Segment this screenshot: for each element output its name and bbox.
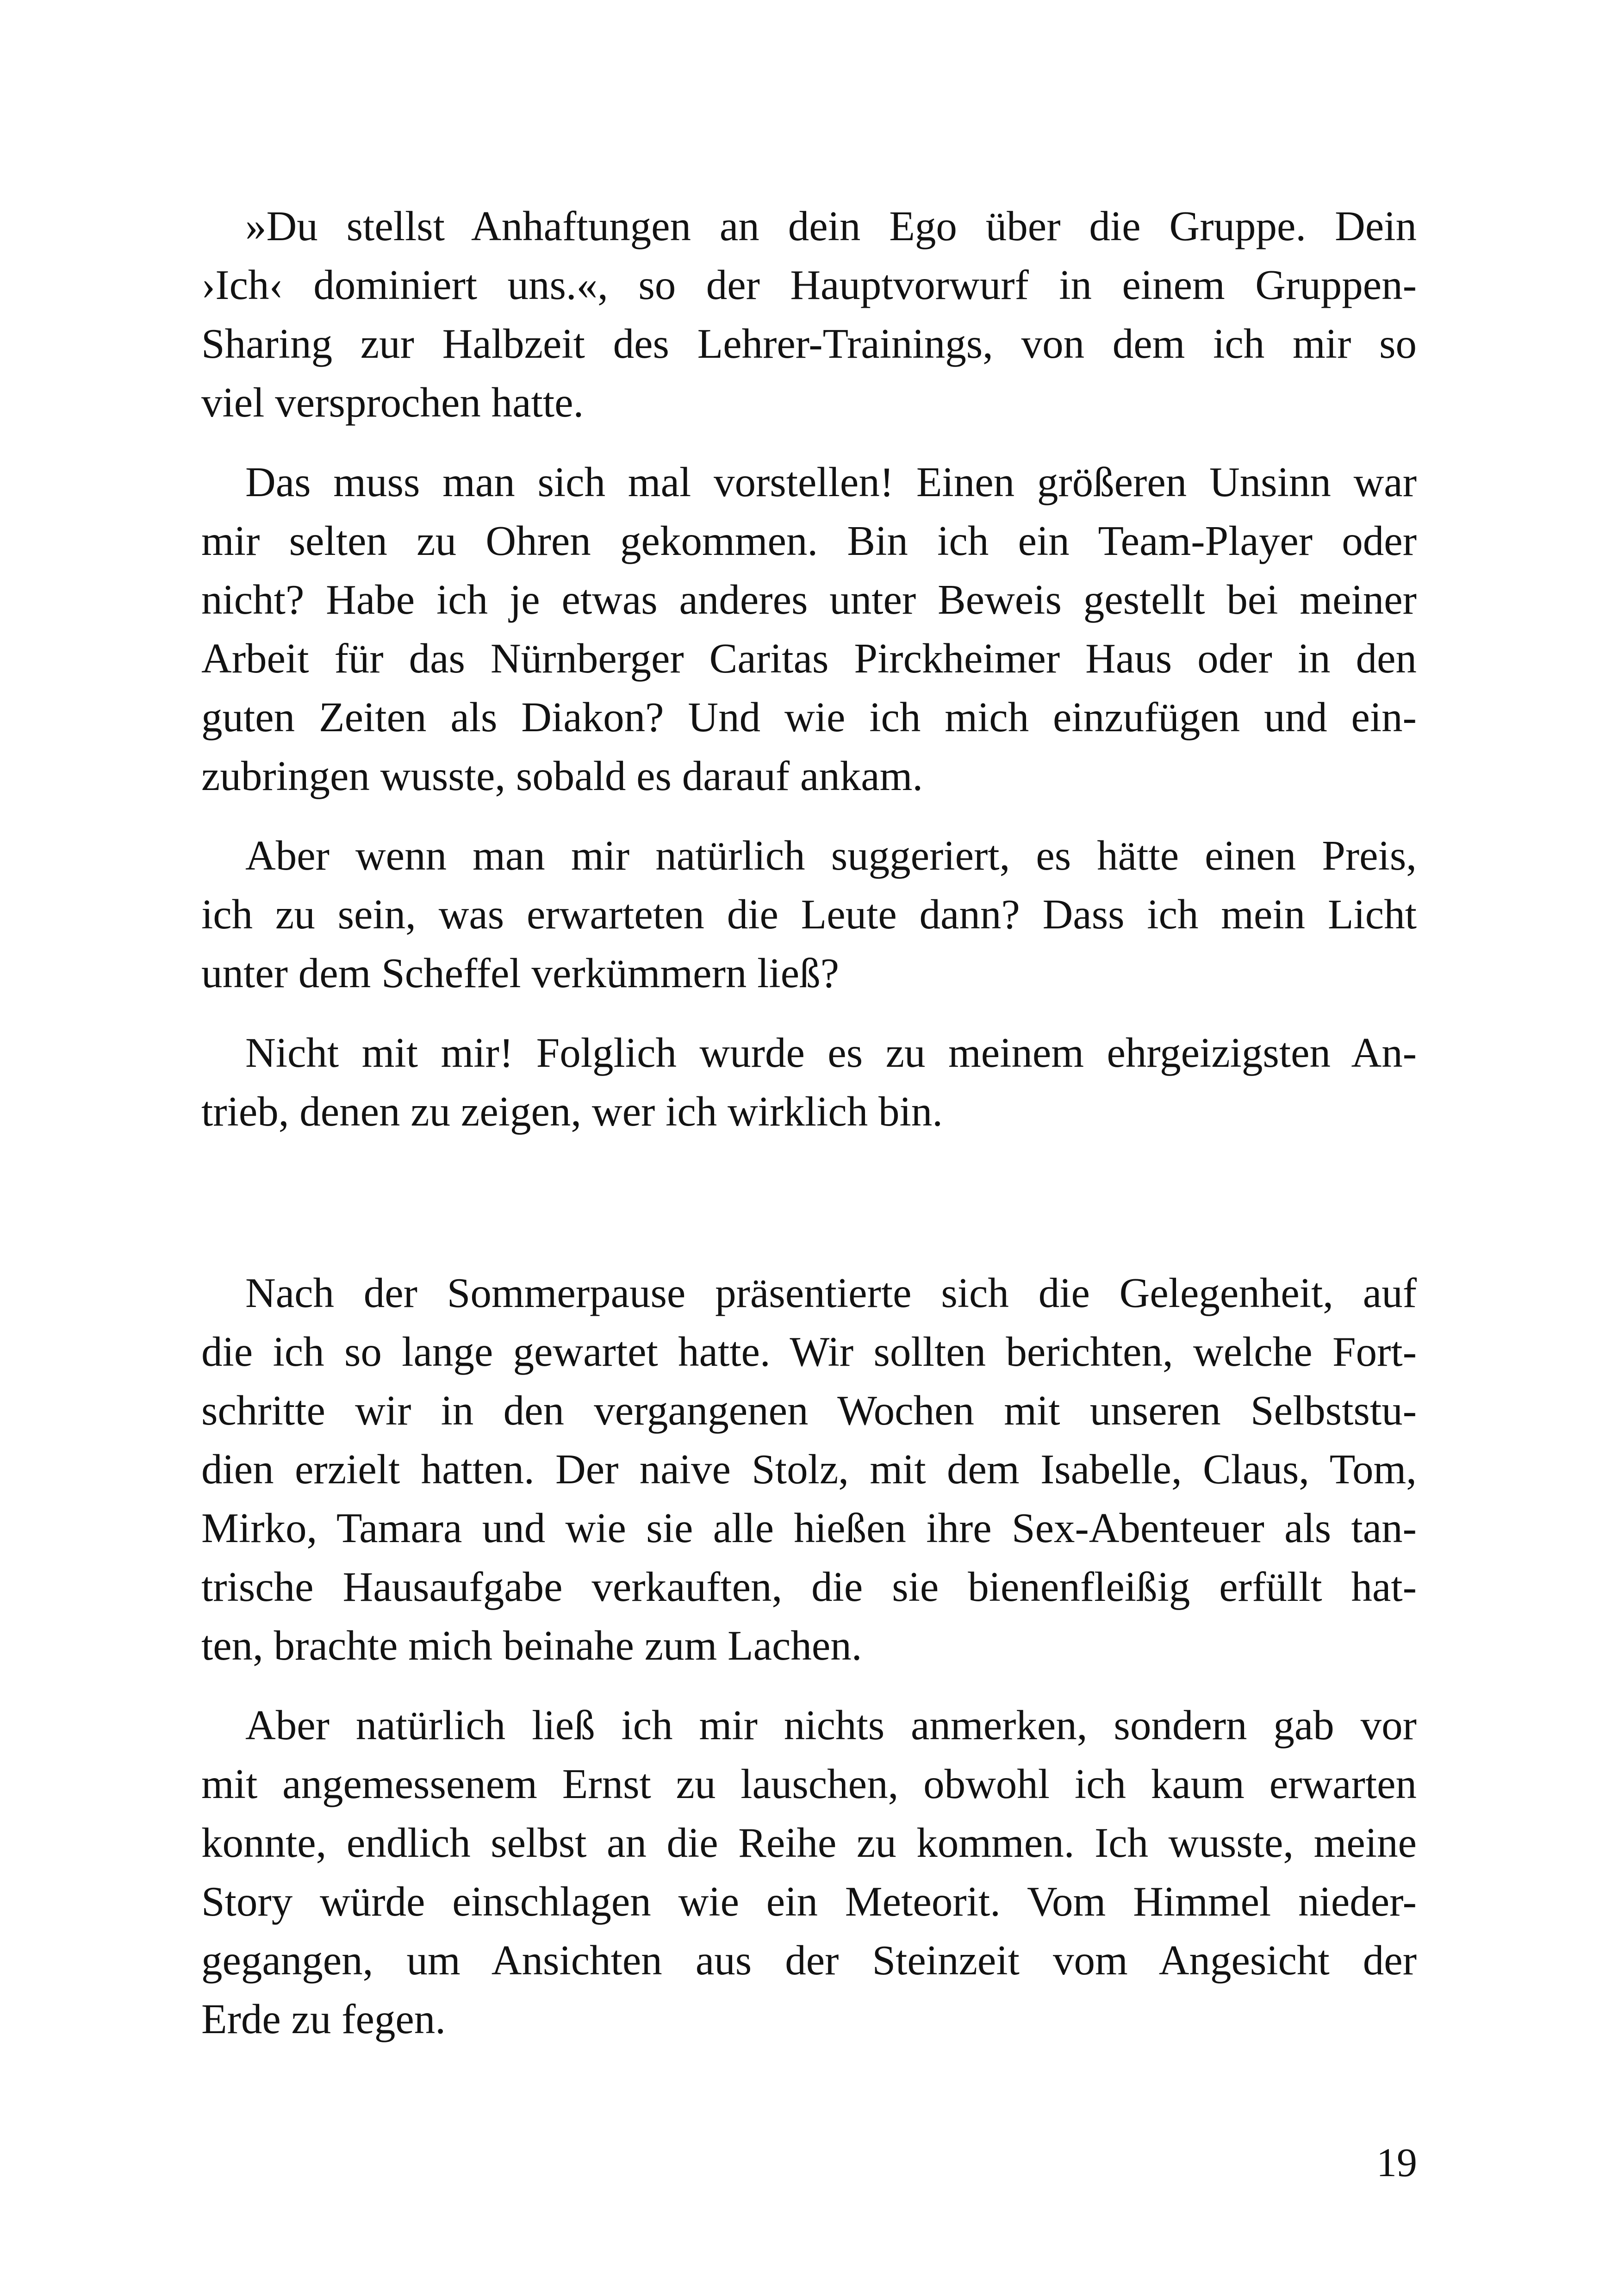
paragraph-4 — [201, 1023, 1417, 1141]
page-number: 19 — [1376, 2140, 1417, 2185]
text-line: die ich so lange gewartet hatte. Wir sollten berichten, welche Fort- — [201, 1328, 1417, 1375]
text-block — [201, 0, 1417, 2069]
text-line: Sharing zur Halbzeit des Lehrer-Trainings, von dem ich mir so — [201, 320, 1417, 367]
paragraph-1 — [201, 197, 1417, 432]
text-line: unter dem Scheffel verkümmern ließ? — [201, 950, 839, 996]
text-line: Erde zu fegen. — [201, 1996, 446, 2042]
text-line: viel versprochen hatte. — [201, 379, 584, 426]
text-line: Aber wenn man mir natürlich suggeriert, es hätte einen Preis, — [245, 832, 1417, 879]
text-line: zubringen wusste, sobald es darauf ankam. — [201, 753, 923, 799]
text-line: Das muss man sich mal vorstellen! Einen größeren Unsinn war — [245, 459, 1417, 505]
text-line: konnte, endlich selbst an die Reihe zu kommen. Ich wusste, meine — [201, 1819, 1417, 1866]
paragraph-5 — [201, 1263, 1417, 1675]
text-line: dien erzielt hatten. Der naive Stolz, mit dem Isabelle, Claus, Tom, — [201, 1446, 1417, 1493]
text-line: Mirko, Tamara und wie sie alle hießen ihre Sex-Abenteuer als tan- — [201, 1505, 1417, 1551]
text-line: guten Zeiten als Diakon? Und wie ich mich einzufügen und ein- — [201, 694, 1417, 740]
text-line: Nach der Sommerpause präsentierte sich die Gelegenheit, auf — [245, 1269, 1417, 1316]
text-line: schritte wir in den vergangenen Wochen mit unseren Selbststu- — [201, 1387, 1417, 1434]
text-line: trieb, denen zu zeigen, wer ich wirklich bin. — [201, 1088, 943, 1135]
text-line: Aber natürlich ließ ich mir nichts anmerken, sondern gab vor — [245, 1702, 1417, 1748]
text-line: ›Ich‹ dominiert uns.«, so der Hauptvorwurf in einem Gruppen- — [201, 261, 1417, 308]
text-line: trische Hausaufgabe verkauften, die sie bienenfleißig erfüllt hat- — [201, 1563, 1417, 1610]
text-line: nicht? Habe ich je etwas anderes unter Beweis gestellt bei meiner — [201, 576, 1417, 623]
paragraph-2 — [201, 453, 1417, 805]
paragraph-3 — [201, 826, 1417, 1002]
text-line: mit angemessenem Ernst zu lauschen, obwohl ich kaum erwarten — [201, 1761, 1417, 1807]
text-line: »Du stellst Anhaftungen an dein Ego über die Gruppe. Dein — [245, 203, 1417, 249]
text-line: ich zu sein, was erwarteten die Leute dann? Dass ich mein Licht — [201, 891, 1417, 938]
paragraph-6 — [201, 1696, 1417, 2048]
text-line: gegangen, um Ansichten aus der Steinzeit vom Angesicht der — [201, 1937, 1417, 1984]
text-line: mir selten zu Ohren gekommen. Bin ich ein Team-Player oder — [201, 517, 1417, 564]
text-line: Arbeit für das Nürnberger Caritas Pirckheimer Haus oder in den — [201, 635, 1417, 682]
text-line: Nicht mit mir! Folglich wurde es zu meinem ehrgeizigsten An- — [245, 1029, 1417, 1076]
text-line: ten, brachte mich beinahe zum Lachen. — [201, 1622, 862, 1669]
text-line: Story würde einschlagen wie ein Meteorit. Vom Himmel nieder- — [201, 1878, 1417, 1925]
